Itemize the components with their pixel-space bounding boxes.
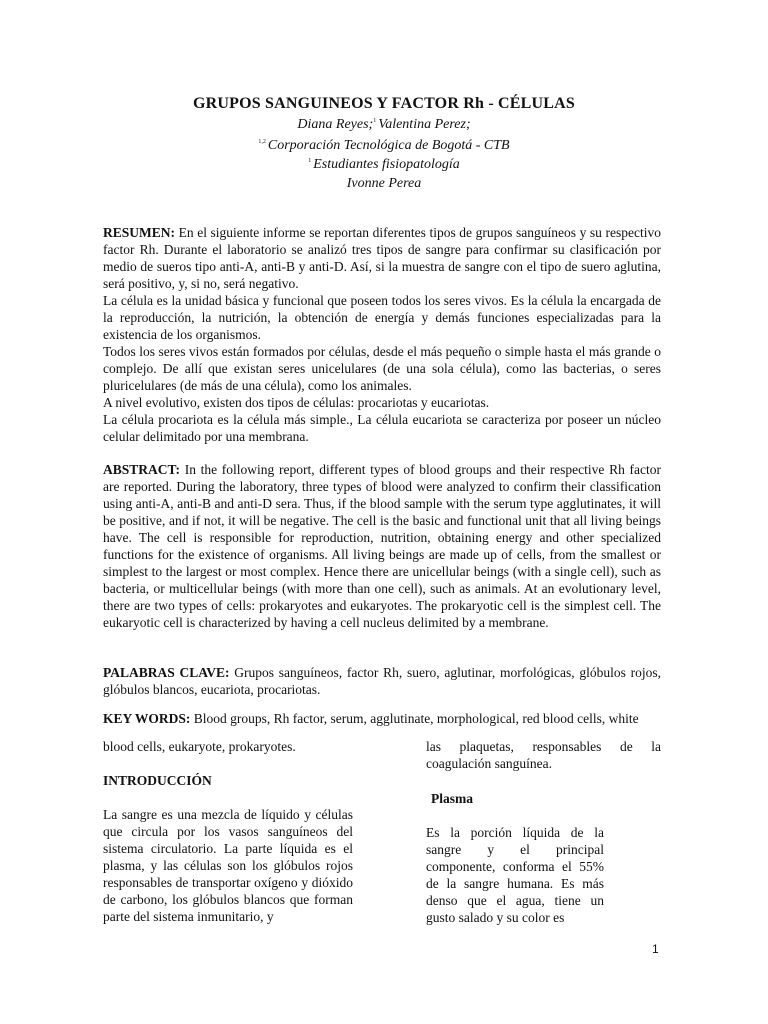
paper-title: GRUPOS SANGUINEOS Y FACTOR Rh - CÉLULAS bbox=[192, 95, 576, 112]
author-superscript: 1 bbox=[373, 118, 377, 125]
palabras-clave-label: PALABRAS CLAVE: bbox=[103, 665, 230, 680]
introduccion-heading: INTRODUCCIÓN bbox=[103, 773, 212, 788]
author-1: Diana Reyes; bbox=[297, 117, 374, 132]
right-column-continuation: las plaquetas, responsables de la coagulación sanguínea. bbox=[426, 739, 661, 771]
affiliation: Corporación Tecnológica de Bogotá - CTB bbox=[267, 138, 510, 153]
author-line bbox=[0, 117, 768, 133]
author-2: Valentina Perez; bbox=[378, 117, 471, 132]
plasma-text-block bbox=[426, 824, 604, 926]
students-label: Estudiantes fisiopatología bbox=[313, 157, 460, 172]
plasma-section bbox=[431, 790, 606, 807]
students-line bbox=[0, 157, 768, 173]
right-column-top bbox=[426, 738, 661, 772]
palabras-clave-text: Grupos sanguíneos, factor Rh, suero, aglutinar, morfológicas, glóbulos rojos, glóbulos blancos, eucariota, procariotas. bbox=[103, 665, 661, 697]
left-column bbox=[103, 738, 353, 925]
resumen-paragraph-1: En el siguiente informe se reportan diferentes tipos de grupos sanguíneos y su respectivo factor Rh. Durante el laboratorio se analizó tres tipos de sangre para confirmar su clasificación por medio de sueros tipo anti-A, anti-B y anti-D. Así, si la muestra de sangre con el tipo de suero aglutina, será positivo, y, si no, será negativo. bbox=[103, 225, 661, 291]
advisor-name: Ivonne Perea bbox=[346, 176, 422, 191]
resumen-paragraph-4: A nivel evolutivo, existen dos tipos de células: procariotas y eucariotas. bbox=[103, 395, 490, 410]
abstract-label: ABSTRACT: bbox=[103, 462, 181, 477]
key-words-label: KEY WORDS: bbox=[103, 711, 191, 726]
resumen-paragraph-5: La célula procariota es la célula más simple., La célula eucariota se caracteriza por poseer un núcleo celular delimitado por una membrana. bbox=[103, 412, 661, 444]
resumen-label: RESUMEN: bbox=[103, 225, 176, 240]
introduccion-text: La sangre es una mezcla de líquido y células que circula por los vasos sanguíneos del sistema circulatorio. La parte líquida es el plasma, y las células son los glóbulos rojos responsables de transportar oxígeno y dióxido de carbono, los glóbulos blancos que forman parte del sistema inmunitario, y bbox=[103, 807, 353, 924]
affiliation-line bbox=[0, 138, 768, 154]
palabras-clave-section bbox=[103, 664, 661, 698]
resumen-paragraph-3: Todos los seres vivos están formados por células, desde el más pequeño o simple hasta el más grande o complejo. De allí que existan seres unicelulares (de una sola célula), como las bacterias, o seres pluricelulares (de más de una célula), como los animales. bbox=[103, 344, 661, 393]
affiliation-superscript: 1,2 bbox=[258, 139, 266, 146]
key-words-text: Blood groups, Rh factor, serum, agglutinate, morphological, red blood cells, white bbox=[190, 711, 639, 726]
page-number: 1 bbox=[652, 942, 659, 956]
abstract-text: In the following report, different types of blood groups and their respective Rh factor are reported. During the laboratory, three types of blood were analyzed to confirm their classification using anti-A, anti-B and anti-D sera. Thus, if the blood sample with the serum type agglutinates, it will be positive, and if not, it will be negative. The cell is the basic and functional unit that all living beings have. The cell is responsible for reproduction, nutrition, obtaining energy and other specialized functions for the existence of organisms. All living beings are made up of cells, from the smallest or simplest to the largest or most complex. Hence there are unicellular beings (with a single cell), such as bacteria, or multicellular beings (with more than one cell), such as animals. At an evolutionary level, there are two types of cells: prokaryotes and eukaryotes. The prokaryotic cell is the simplest cell. The eukaryotic cell is characterized by having a cell nucleus delimited by a membrane. bbox=[103, 462, 661, 630]
key-words-section bbox=[103, 710, 661, 727]
resumen-section bbox=[103, 224, 661, 445]
students-superscript: 1 bbox=[308, 158, 312, 165]
abstract-section bbox=[103, 461, 661, 631]
plasma-text: Es la porción líquida de la sangre y el principal componente, conforma el 55% de la sangre humana. Es más denso que el agua, tiene un gusto salado y su color es bbox=[426, 825, 604, 925]
resumen-paragraph-2: La célula es la unidad básica y funcional que poseen todos los seres vivos. Es la célula la encargada de la reproducción, la nutrición, la obtención de energía y demás funciones especializadas para la existencia de los organismos. bbox=[103, 293, 661, 342]
key-words-continuation: blood cells, eukaryote, prokaryotes. bbox=[103, 739, 296, 754]
plasma-heading: Plasma bbox=[431, 791, 473, 806]
